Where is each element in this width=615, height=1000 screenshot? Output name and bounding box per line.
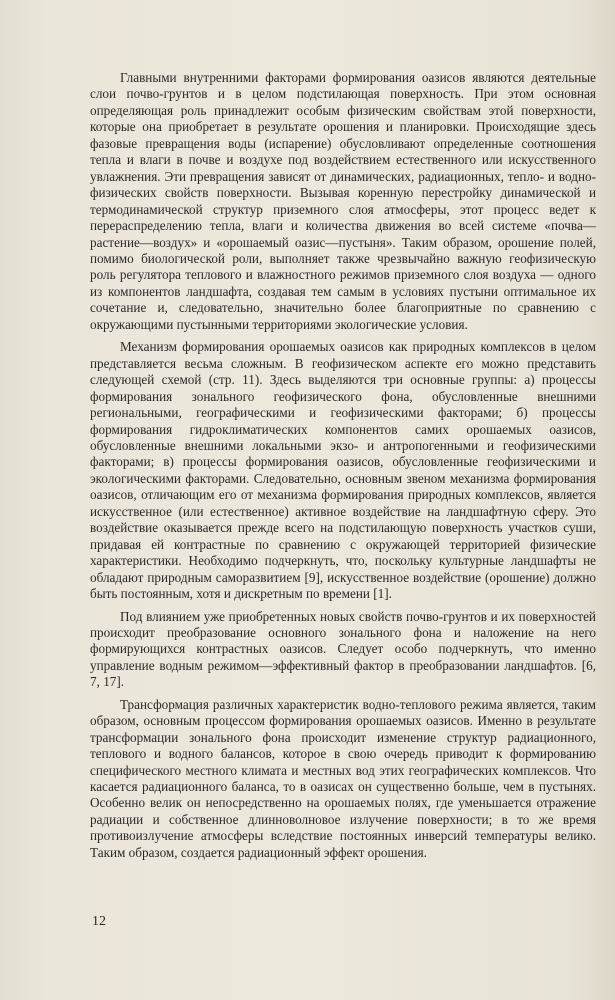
paragraph-1: Главными внутренними факторами формирования оазисов являются деятельные слои почво-грунтов и в целом подстилающая поверхность. При этом основная определяющая роль принадлежит особым физическим свойствам этой поверхности, которые она приобретает в результате орошения и планировки. Происходящие здесь фазовые превращения воды (испарение) обусловливают определенные соотношения тепла и влаги в почве и воздухе под воздействием естественного или искусственного увлажнения. Эти превращения зависят от динамических, радиационных, тепло- и водно-физических свойств поверхности. Вызывая коренную перестройку динамической и термодинамической структур приземного слоя атмосферы, этот процесс ведет к перераспределению тепла, влаги и количества движения во всей системе «почва—растение—воздух» и «орошаемый оазис—пустыня». Таким образом, орошение полей, помимо биологической роли, выполняет также чрезвычайно важную геофизическую роль регулятора теплового и влажностного режимов приземного слоя воздуха — одного из компонентов ландшафта, создавая тем самым в условиях пустыни оптимальное их сочетание и, следовательно, значительно более благоприятные по сравнению с окружающими пустынными территориями экологические условия. (90, 70, 596, 332)
body-text (90, 70, 596, 861)
page-number: 12 (92, 914, 106, 929)
paragraph-2: Механизм формирования орошаемых оазисов как природных комплексов в целом представляется весьма сложным. В геофизическом аспекте его можно представить следующей схемой (стр. 11). Здесь выделяются три основные группы: а) процессы формирования зонального геофизического фона, обусловленные внешними региональными, географическими и геофизическими факторами; б) процессы формирования гидроклиматических компонентов самих орошаемых оазисов, обусловленные внешними локальными экзо- и антропогенными и геофизическими факторами; в) процессы формирования оазисов, обусловленные геофизическими и экологическими факторами. Следовательно, основным звеном механизма формирования оазисов, отличающим его от механизма формирования природных комплексов, является искусственное (или естественное) активное воздействие на ландшафтную сферу. Это воздействие оказывается прежде всего на подстилающую поверхность участков суши, придавая ей контрастные по сравнению с окружающей территорией физические характеристики. Необходимо подчеркнуть, что, поскольку культурные ландшафты не обладают природным саморазвитием [9], искусственное воздействие (орошение) должно быть постоянным, хотя и дискретным по времени [1]. (90, 339, 596, 602)
paragraph-3: Под влиянием уже приобретенных новых свойств почво-грунтов и их поверхностей происходит преобразование основного зонального фона и наложение на него формирующихся контрастных оазисов. Следует особо подчеркнуть, что именно управление водным режимом—эффективный фактор в преобразовании ландшафтов. [6, 7, 17]. (90, 608, 596, 690)
paragraph-4: Трансформация различных характеристик водно-теплового режима является, таким образом, основным процессом формирования орошаемых оазисов. Именно в результате трансформации зонального фона происходит изменение структур радиационного, теплового и водного балансов, которое в свою очередь приводит к формированию специфического местного климата и местных вод этих географических комплексов. Что касается радиационного баланса, то в оазисах он существенно больше, чем в пустынях. Особенно велик он непосредственно на орошаемых полях, где уменьшается отражение радиации и собственное длинноволновое излучение поверхности; в то же время противоизлучение атмосферы вследствие постоянных инверсий температуры велико. Таким образом, создается радиационный эффект орошения. (90, 696, 596, 860)
